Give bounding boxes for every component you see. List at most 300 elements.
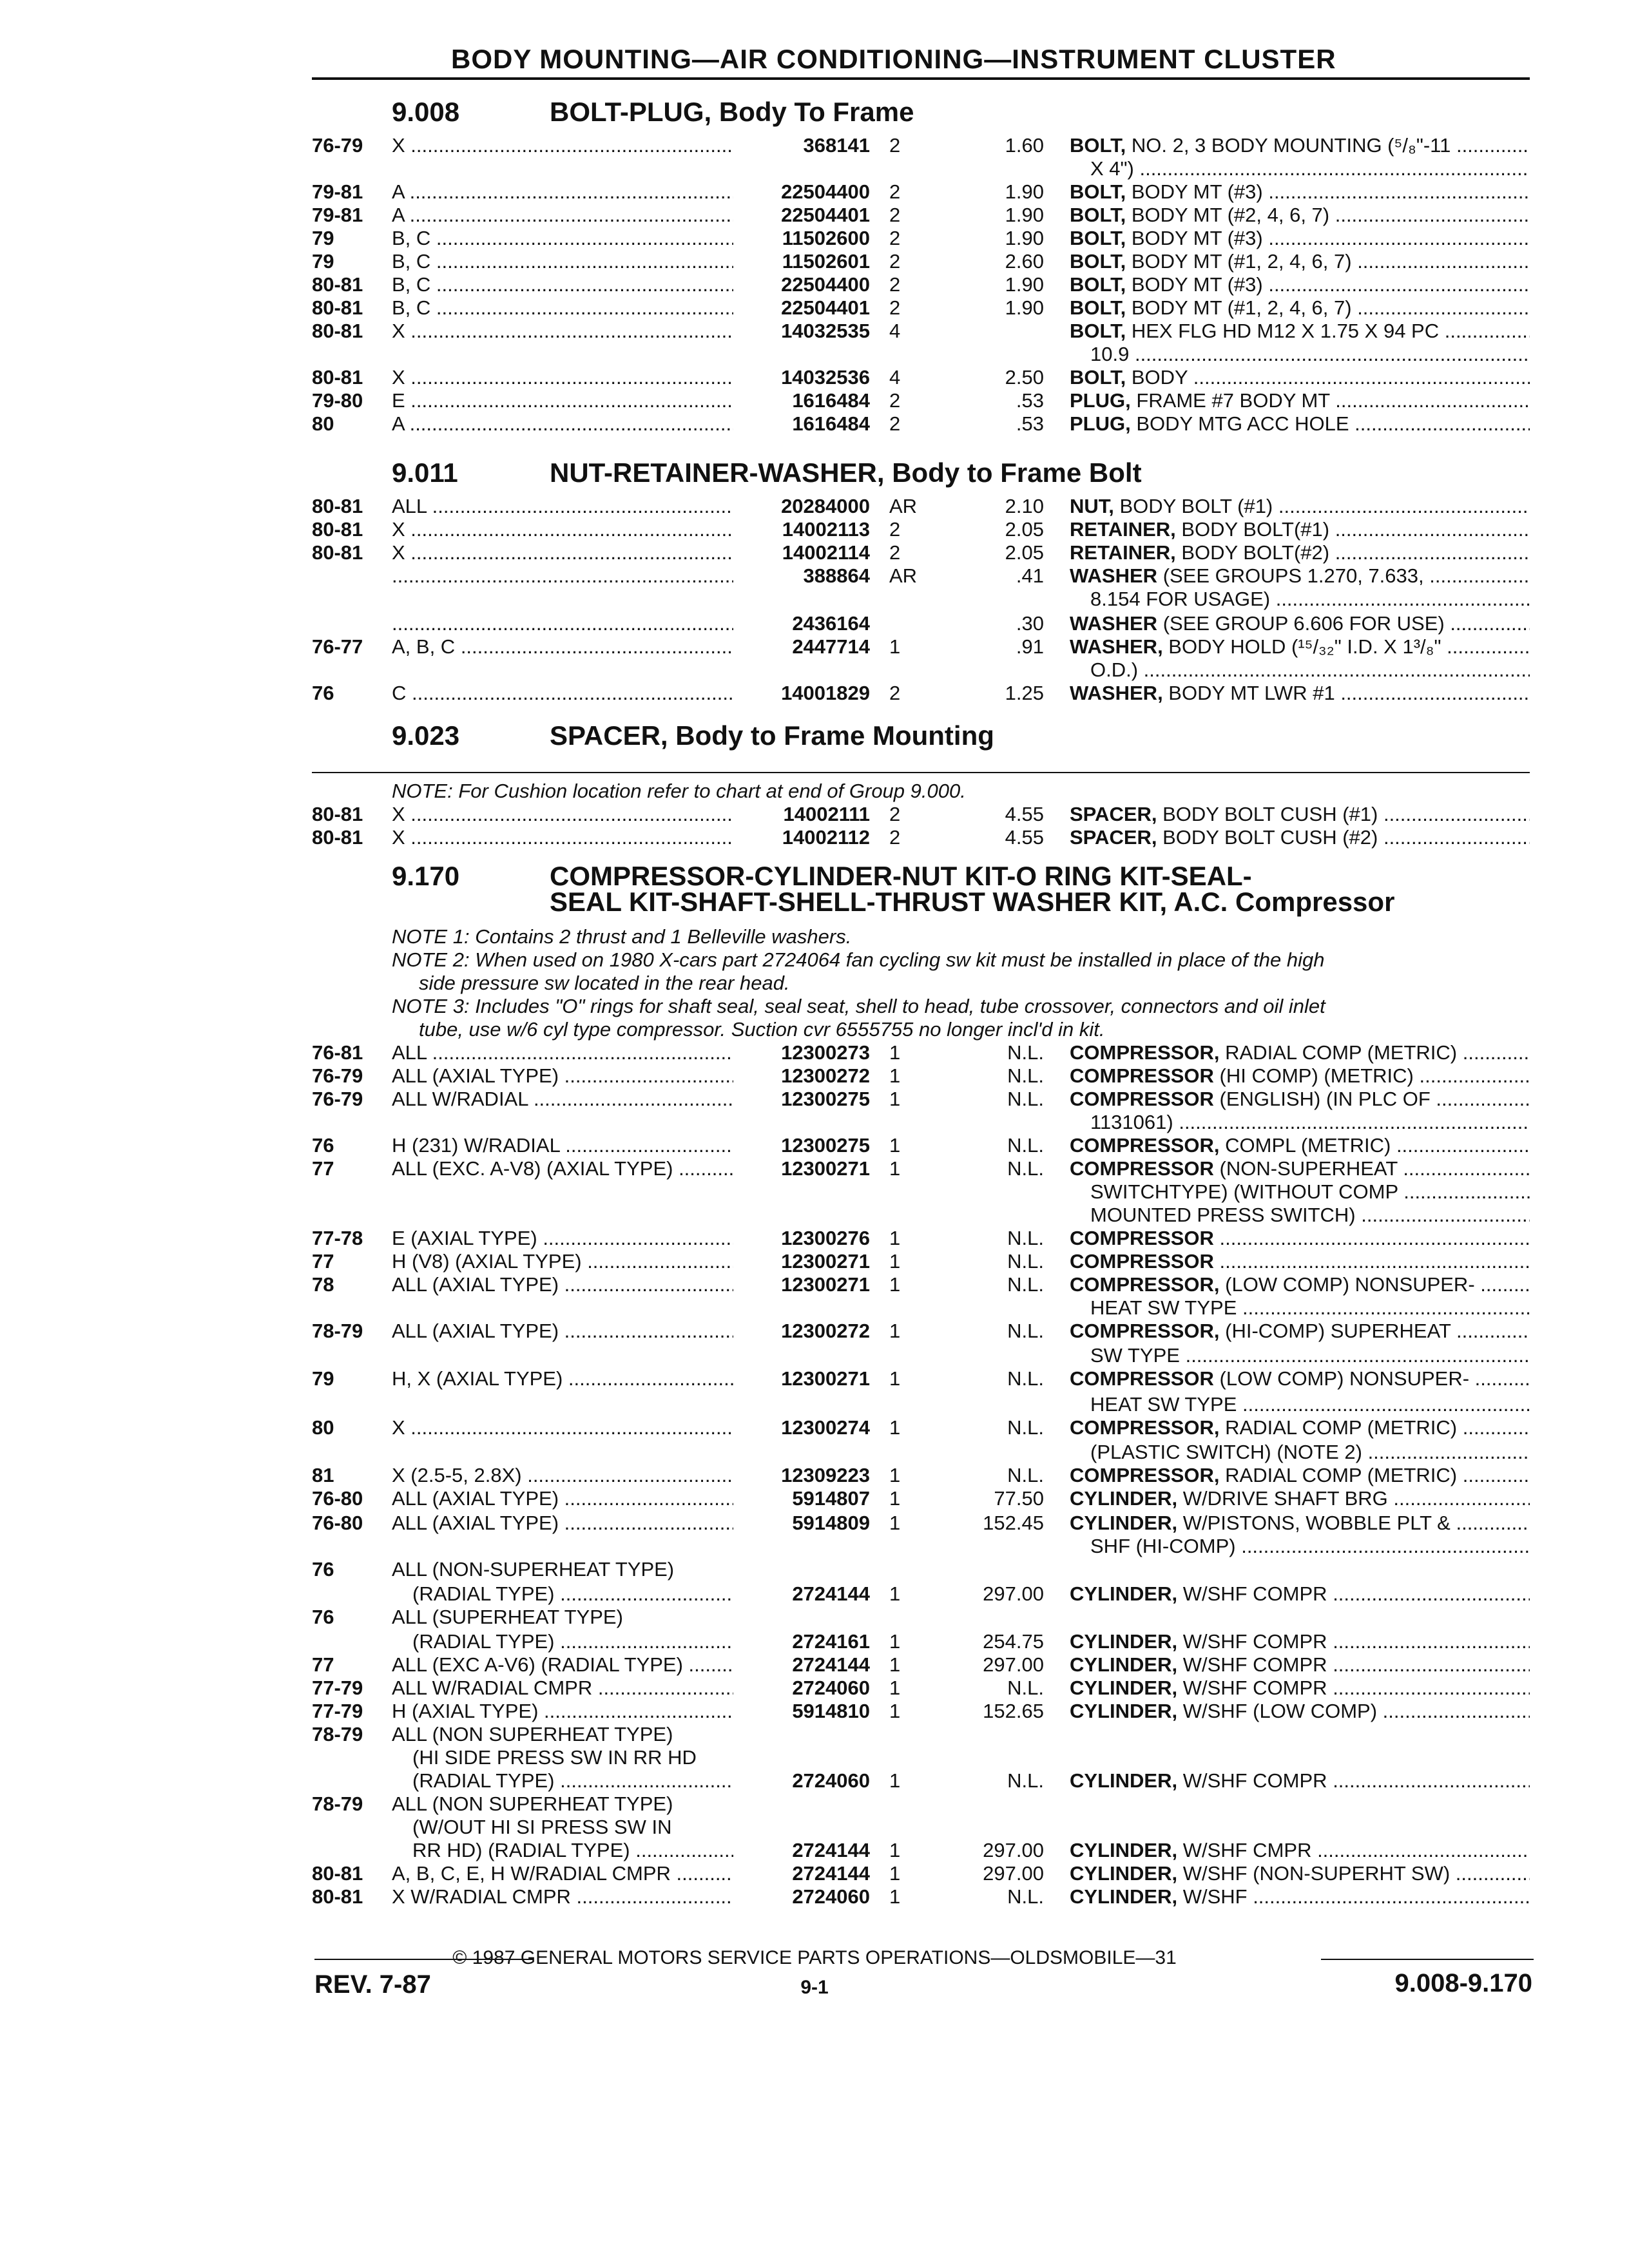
part-detail: W/SHF (NON-SUPERHT SW) (1177, 1862, 1451, 1885)
description (1070, 518, 1530, 541)
price: N.L. (1007, 1464, 1044, 1486)
application: ALL (EXC. A-V8) (AXIAL TYPE) ..... (392, 1157, 733, 1180)
part-detail: W/SHF COMPR (1177, 1582, 1327, 1605)
description (1070, 1041, 1530, 1064)
model-year: 76-79 (312, 1064, 363, 1087)
description (1070, 250, 1530, 273)
part-number: 12300271 (781, 1250, 870, 1273)
description-continued: SHF (HI-COMP) ..... (1090, 1535, 1530, 1558)
price: 297.00 (983, 1839, 1044, 1861)
description-continued: SWITCHTYPE) (WITHOUT COMP ..... (1090, 1180, 1530, 1204)
page-number: 9-1 (800, 1977, 829, 1998)
description (1070, 803, 1530, 826)
model-year: 76-81 (312, 1041, 363, 1064)
quantity: 1 (889, 1630, 901, 1653)
part-detail: BODY BOLT CUSH (#2) (1157, 826, 1378, 849)
description (1070, 1416, 1530, 1439)
part-name: SPACER, (1070, 803, 1157, 825)
part-name: SPACER, (1070, 826, 1157, 849)
application: X ..... (392, 320, 733, 343)
part-name: CYLINDER, (1070, 1862, 1178, 1885)
part-name: COMPRESSOR (1070, 1227, 1214, 1249)
part-number: 14002114 (782, 541, 870, 564)
description (1070, 682, 1530, 705)
part-number: 2724144 (792, 1862, 870, 1885)
part-number: 14032536 (781, 366, 870, 389)
quantity: AR (889, 495, 918, 517)
price: 2.05 (1005, 518, 1044, 541)
application: (W/OUT HI SI PRESS SW IN (412, 1816, 672, 1838)
description (1070, 296, 1530, 320)
part-detail: BODY BOLT (#1) (1113, 495, 1273, 517)
part-detail: W/SHF COMPR (1177, 1653, 1327, 1676)
part-name: COMPRESSOR (1070, 1088, 1214, 1110)
group-number: 9.170 (392, 861, 460, 891)
part-detail: (LOW COMP) NONSUPER- (1219, 1273, 1475, 1296)
application: ALL (EXC A-V6) (RADIAL TYPE) ..... (392, 1653, 733, 1677)
price: N.L. (1007, 1088, 1044, 1110)
description (1070, 1134, 1530, 1157)
model-year: 76-80 (312, 1487, 363, 1510)
part-detail: W/PISTONS, WOBBLE PLT & (1177, 1512, 1451, 1534)
model-year: 77-79 (312, 1677, 363, 1699)
part-detail: COMPL (METRIC) (1219, 1134, 1391, 1157)
part-number: 22504400 (781, 273, 870, 296)
part-number: 20284000 (781, 495, 870, 517)
group-range: 9.008-9.170 (1394, 1969, 1532, 1997)
part-detail: BODY MT LWR #1 (1162, 682, 1335, 704)
quantity: 1 (889, 1250, 901, 1273)
application: X ..... (392, 541, 733, 564)
application: ALL ..... (392, 1041, 733, 1064)
quantity: 2 (889, 682, 901, 704)
application: B, C ..... (392, 227, 733, 250)
quantity: 2 (889, 250, 901, 273)
application: ALL W/RADIAL CMPR ..... (392, 1677, 733, 1700)
part-detail: RADIAL COMP (METRIC) (1219, 1041, 1458, 1064)
application: (RADIAL TYPE) ..... (412, 1582, 733, 1606)
quantity: 1 (889, 1320, 901, 1342)
part-detail: HEX FLG HD M12 X 1.75 X 94 PC (1126, 320, 1440, 342)
part-detail: W/SHF COMPR (1177, 1630, 1327, 1653)
part-name: PLUG, (1070, 389, 1131, 412)
part-name: COMPRESSOR, (1070, 1134, 1220, 1157)
application: E (AXIAL TYPE) ..... (392, 1227, 733, 1250)
part-name: CYLINDER, (1070, 1512, 1178, 1534)
model-year: 81 (312, 1464, 334, 1486)
description-continued: X 4") ..... (1090, 157, 1530, 180)
price: 4.55 (1005, 826, 1044, 849)
part-detail: (HI-COMP) SUPERHEAT (1219, 1320, 1451, 1342)
part-number: 2724144 (792, 1839, 870, 1861)
part-number: 2724144 (792, 1582, 870, 1605)
description (1070, 564, 1530, 588)
price: N.L. (1007, 1157, 1044, 1180)
part-name: COMPRESSOR, (1070, 1273, 1220, 1296)
part-detail: FRAME #7 BODY MT (1130, 389, 1330, 412)
part-name: BOLT, (1070, 296, 1126, 319)
description (1070, 1653, 1530, 1677)
application: ALL W/RADIAL ..... (392, 1088, 733, 1111)
price: 2.50 (1005, 366, 1044, 389)
model-year: 80-81 (312, 296, 363, 319)
model-year: 77 (312, 1157, 334, 1180)
model-year: 76-79 (312, 1088, 363, 1110)
description (1070, 1582, 1530, 1606)
quantity: 1 (889, 1862, 901, 1885)
part-detail: RADIAL COMP (METRIC) (1219, 1416, 1458, 1439)
application: ALL (AXIAL TYPE) ..... (392, 1273, 733, 1296)
application: H (V8) (AXIAL TYPE) ..... (392, 1250, 733, 1273)
part-number: 12300275 (781, 1088, 870, 1110)
model-year: 76 (312, 682, 334, 704)
price: 297.00 (983, 1653, 1044, 1676)
part-name: COMPRESSOR (1070, 1367, 1214, 1390)
description-continued: SW TYPE ..... (1090, 1344, 1530, 1367)
description-continued: 1131061) ..... (1090, 1111, 1530, 1134)
description (1070, 1320, 1530, 1343)
price: N.L. (1007, 1677, 1044, 1699)
part-detail: BODY BOLT(#2) (1175, 541, 1330, 564)
note-3: NOTE 3: Includes "O" rings for shaft seal, seal seat, shell to head, tube crossover, connectors and oil inlet (392, 995, 1325, 1017)
description (1070, 1064, 1530, 1088)
model-year: 77-79 (312, 1700, 363, 1722)
part-number: 1616484 (792, 412, 870, 435)
application: RR HD) (RADIAL TYPE) ..... (412, 1839, 733, 1862)
application: E ..... (392, 389, 733, 412)
application: H (AXIAL TYPE) ..... (392, 1700, 733, 1723)
description-continued: 10.9 ..... (1090, 343, 1530, 366)
description (1070, 1839, 1530, 1862)
application: H (231) W/RADIAL ..... (392, 1134, 733, 1157)
price: 1.60 (1005, 134, 1044, 157)
quantity: 2 (889, 204, 901, 226)
part-detail: (SEE GROUP 6.606 FOR USE) (1157, 612, 1445, 635)
part-number: 12300272 (781, 1064, 870, 1087)
part-detail: W/SHF COMPR (1177, 1769, 1327, 1792)
part-number: 2724144 (792, 1653, 870, 1676)
part-number: 12309223 (781, 1464, 870, 1486)
price: 4.55 (1005, 803, 1044, 825)
part-number: 14002111 (783, 803, 870, 825)
model-year: 80-81 (312, 320, 363, 342)
note-cushion: NOTE: For Cushion location refer to chart at end of Group 9.000. (392, 780, 966, 802)
price: 1.90 (1005, 227, 1044, 249)
model-year: 80-81 (312, 1885, 363, 1908)
description-continued: 8.154 FOR USAGE) ..... (1090, 588, 1530, 611)
model-year: 79 (312, 1367, 334, 1390)
part-number: 12300272 (781, 1320, 870, 1342)
quantity: AR (889, 564, 918, 587)
application: A ..... (392, 204, 733, 227)
application: A ..... (392, 412, 733, 436)
application: ALL ..... (392, 495, 733, 518)
part-name: BOLT, (1070, 250, 1126, 273)
quantity: 2 (889, 134, 901, 157)
price: 152.65 (983, 1700, 1044, 1722)
part-number: 388864 (803, 564, 870, 587)
quantity: 2 (889, 826, 901, 849)
quantity: 2 (889, 541, 901, 564)
part-detail: (SEE GROUPS 1.270, 7.633, (1157, 564, 1424, 587)
model-year: 78 (312, 1273, 334, 1296)
part-number: 11502600 (782, 227, 870, 249)
application: ALL (AXIAL TYPE) ..... (392, 1487, 733, 1510)
part-detail: RADIAL COMP (METRIC) (1219, 1464, 1458, 1486)
quantity: 2 (889, 803, 901, 825)
model-year: 79-80 (312, 389, 363, 412)
description-continued: O.D.) ..... (1090, 658, 1530, 682)
application: H, X (AXIAL TYPE) ..... (392, 1367, 733, 1390)
application: X ..... (392, 518, 733, 541)
model-year: 78-79 (312, 1723, 363, 1745)
quantity: 2 (889, 412, 901, 435)
group-number: 9.008 (392, 97, 460, 127)
description (1070, 1273, 1530, 1296)
part-detail: (HI COMP) (METRIC) (1213, 1064, 1414, 1087)
quantity: 2 (889, 227, 901, 249)
price: N.L. (1007, 1273, 1044, 1296)
description (1070, 1677, 1530, 1700)
description (1070, 1862, 1530, 1885)
part-name: CYLINDER, (1070, 1630, 1178, 1653)
description (1070, 1630, 1530, 1653)
part-number: 12300271 (781, 1273, 870, 1296)
model-year: 79-81 (312, 180, 363, 203)
part-detail: BODY MT (#2, 4, 6, 7) (1126, 204, 1330, 226)
group-number: 9.011 (392, 457, 458, 488)
part-name: BOLT, (1070, 204, 1126, 226)
part-name: NUT, (1070, 495, 1114, 517)
model-year: 76-79 (312, 134, 363, 157)
part-detail: (NON-SUPERHEAT (1213, 1157, 1398, 1180)
price: 297.00 (983, 1582, 1044, 1605)
description-continued: MOUNTED PRESS SWITCH) ..... (1090, 1204, 1530, 1227)
model-year: 80-81 (312, 366, 363, 389)
part-name: CYLINDER, (1070, 1487, 1178, 1510)
part-detail: BODY HOLD (¹⁵/₃₂" I.D. X 1³/₈" (1162, 635, 1441, 658)
group-title: SPACER, Body to Frame Mounting (550, 720, 994, 751)
group-title: COMPRESSOR-CYLINDER-NUT KIT-O RING KIT-SEAL- (550, 861, 1252, 891)
part-detail: W/SHF (1177, 1885, 1248, 1908)
price: 297.00 (983, 1862, 1044, 1885)
part-number: 2724060 (792, 1885, 870, 1908)
group-number: 9.023 (392, 720, 460, 751)
description (1070, 635, 1530, 658)
part-number: 12300271 (781, 1157, 870, 1180)
model-year: 77 (312, 1653, 334, 1676)
application (392, 612, 733, 635)
part-name: COMPRESSOR, (1070, 1464, 1220, 1486)
model-year: 80-81 (312, 518, 363, 541)
description (1070, 1157, 1530, 1180)
application: ALL (AXIAL TYPE) ..... (392, 1512, 733, 1535)
model-year: 76 (312, 1134, 334, 1157)
application: X ..... (392, 826, 733, 849)
part-detail: W/DRIVE SHAFT BRG (1177, 1487, 1388, 1510)
part-name: WASHER, (1070, 635, 1163, 658)
part-name: COMPRESSOR (1070, 1250, 1214, 1273)
model-year: 80-81 (312, 495, 363, 517)
part-detail: BODY MT (#3) (1126, 227, 1263, 249)
part-name: RETAINER, (1070, 541, 1176, 564)
description (1070, 612, 1530, 635)
description (1070, 495, 1530, 518)
description (1070, 826, 1530, 849)
quantity: 1 (889, 1416, 901, 1439)
part-name: WASHER (1070, 564, 1158, 587)
group-heading-9008 (392, 97, 914, 128)
price: 2.10 (1005, 495, 1044, 517)
header-rule (312, 77, 1530, 80)
description (1070, 273, 1530, 296)
description (1070, 366, 1530, 389)
description (1070, 1227, 1530, 1250)
quantity: 1 (889, 1677, 901, 1699)
description (1070, 1367, 1530, 1390)
part-number: 368141 (803, 134, 870, 157)
quantity: 1 (889, 1769, 901, 1792)
description (1070, 1512, 1530, 1535)
price: .41 (1016, 564, 1044, 587)
part-detail: BODY BOLT CUSH (#1) (1157, 803, 1378, 825)
quantity: 1 (889, 1064, 901, 1087)
description (1070, 227, 1530, 250)
quantity: 1 (889, 1227, 901, 1249)
model-year: 79-81 (312, 204, 363, 226)
price: .91 (1016, 635, 1044, 658)
quantity: 4 (889, 366, 901, 389)
part-detail: NO. 2, 3 BODY MOUNTING (⁵/₈"-11 (1126, 134, 1451, 157)
price: 1.90 (1005, 273, 1044, 296)
model-year: 80-81 (312, 803, 363, 825)
part-detail: BODY MT (#1, 2, 4, 6, 7) (1126, 250, 1352, 273)
group-heading-9023 (392, 720, 994, 751)
part-name: CYLINDER, (1070, 1582, 1178, 1605)
quantity: 1 (889, 1885, 901, 1908)
part-name: RETAINER, (1070, 518, 1176, 541)
part-name: CYLINDER, (1070, 1677, 1178, 1699)
description (1070, 1769, 1530, 1792)
application: ALL (NON SUPERHEAT TYPE) (392, 1723, 673, 1745)
model-year: 79 (312, 250, 334, 273)
description (1070, 1088, 1530, 1111)
page-header-title: BODY MOUNTING—AIR CONDITIONING—INSTRUMENT CLUSTER (451, 44, 1336, 74)
quantity: 1 (889, 1700, 901, 1722)
quantity: 1 (889, 1653, 901, 1676)
application (392, 564, 733, 588)
application: B, C ..... (392, 296, 733, 320)
description-continued: (PLASTIC SWITCH) (NOTE 2) ..... (1090, 1441, 1530, 1464)
part-name: COMPRESSOR (1070, 1157, 1214, 1180)
part-number: 12300274 (781, 1416, 870, 1439)
model-year: 78-79 (312, 1320, 363, 1342)
description (1070, 320, 1530, 343)
application: (HI SIDE PRESS SW IN RR HD (412, 1746, 697, 1769)
price: N.L. (1007, 1416, 1044, 1439)
description-continued: HEAT SW TYPE ..... (1090, 1296, 1530, 1320)
application: C ..... (392, 682, 733, 705)
application: X ..... (392, 1416, 733, 1439)
part-detail: (LOW COMP) NONSUPER- (1213, 1367, 1470, 1390)
description (1070, 1464, 1530, 1487)
quantity: 1 (889, 1487, 901, 1510)
price: 2.60 (1005, 250, 1044, 273)
application: B, C ..... (392, 250, 733, 273)
part-name: PLUG, (1070, 412, 1131, 435)
quantity: 1 (889, 1273, 901, 1296)
price: 152.45 (983, 1512, 1044, 1534)
note-3-continued: tube, use w/6 cyl type compressor. Suction cvr 6555755 no longer incl'd in kit. (419, 1018, 1105, 1041)
price: N.L. (1007, 1320, 1044, 1342)
price: N.L. (1007, 1064, 1044, 1087)
part-detail: W/SHF COMPR (1177, 1677, 1327, 1699)
part-number: 14002113 (782, 518, 870, 541)
part-detail: BODY MTG ACC HOLE (1130, 412, 1349, 435)
group-heading-9011 (392, 457, 1142, 488)
price: 1.90 (1005, 204, 1044, 226)
price: 1.90 (1005, 180, 1044, 203)
application: ALL (NON-SUPERHEAT TYPE) (392, 1558, 675, 1581)
quantity: 4 (889, 320, 901, 342)
description (1070, 389, 1530, 412)
price: 77.50 (994, 1487, 1044, 1510)
quantity: 1 (889, 1512, 901, 1534)
part-detail: BODY MT (#1, 2, 4, 6, 7) (1126, 296, 1352, 319)
price: .53 (1016, 389, 1044, 412)
part-number: 22504401 (781, 296, 870, 319)
description (1070, 134, 1530, 157)
quantity: 1 (889, 1134, 901, 1157)
footer-copyright: © 1987 GENERAL MOTORS SERVICE PARTS OPERATIONS—OLDSMOBILE—31 (452, 1947, 1177, 1968)
model-year: 80-81 (312, 273, 363, 296)
quantity: 1 (889, 635, 901, 658)
model-year: 77-78 (312, 1227, 363, 1249)
group-title: BOLT-PLUG, Body To Frame (550, 97, 914, 127)
quantity: 1 (889, 1041, 901, 1064)
price: N.L. (1007, 1227, 1044, 1249)
part-number: 12300271 (781, 1367, 870, 1390)
part-name: WASHER, (1070, 682, 1163, 704)
part-detail: BODY MT (#3) (1126, 273, 1263, 296)
part-detail: BODY BOLT(#1) (1175, 518, 1330, 541)
quantity: 1 (889, 1367, 901, 1390)
model-year: 80 (312, 412, 334, 435)
application: A, B, C, E, H W/RADIAL CMPR ..... (392, 1862, 733, 1885)
price: N.L. (1007, 1885, 1044, 1908)
part-name: BOLT, (1070, 180, 1126, 203)
part-number: 14032535 (781, 320, 870, 342)
description (1070, 1250, 1530, 1273)
model-year: 77 (312, 1250, 334, 1273)
application: X W/RADIAL CMPR ..... (392, 1885, 733, 1908)
part-detail: W/SHF (LOW COMP) (1177, 1700, 1378, 1722)
price: .53 (1016, 412, 1044, 435)
revision-label: REV. 7-87 (314, 1970, 431, 1999)
part-number: 12300276 (781, 1227, 870, 1249)
price: N.L. (1007, 1367, 1044, 1390)
part-name: BOLT, (1070, 366, 1126, 389)
application: ALL (AXIAL TYPE) ..... (392, 1064, 733, 1088)
model-year: 76-80 (312, 1512, 363, 1534)
note-2: NOTE 2: When used on 1980 X-cars part 2724064 fan cycling sw kit must be installed in place of the high (392, 948, 1325, 971)
part-number: 14002112 (782, 826, 870, 849)
part-number: 5914809 (792, 1512, 870, 1534)
description (1070, 1700, 1530, 1723)
quantity: 2 (889, 389, 901, 412)
quantity: 1 (889, 1839, 901, 1861)
model-year: 80 (312, 1416, 334, 1439)
